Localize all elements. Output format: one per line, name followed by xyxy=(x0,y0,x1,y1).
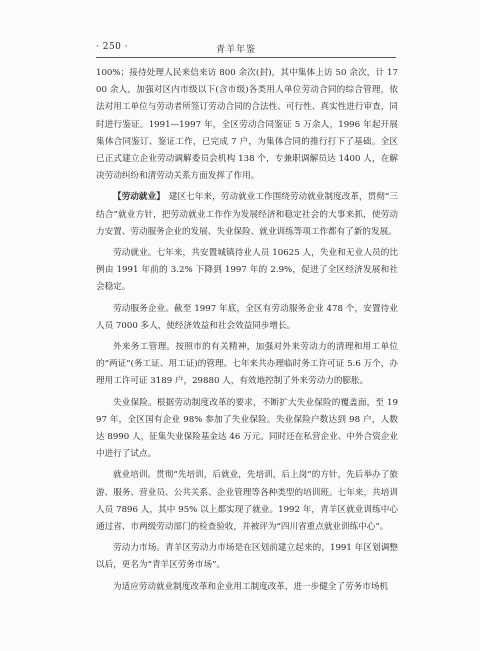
paragraph xyxy=(96,245,398,297)
paragraph xyxy=(96,339,398,391)
paragraph xyxy=(96,467,398,536)
paragraph xyxy=(96,395,398,464)
running-head xyxy=(96,42,396,56)
paragraph xyxy=(96,579,398,596)
paragraph xyxy=(96,65,398,185)
paragraph-text: 建区七年来，劳动就业工作围绕劳动就业制度改革，贯彻“三结合”就业方针，把劳动就业工作作为发展经济和稳定社会的大事来抓，使劳动力安置、劳动服务企业的发展、失业保险、就业训练等项工作都有了新的发展。 xyxy=(96,192,398,237)
paragraph-text: 劳动服务企业。截至 1997 年底，全区有劳动服务企业 478 个，安置待业人员 7000 多人，使经济效益和社会效益同步增长。 xyxy=(96,303,398,331)
paragraph-text: 就业培训。贯彻“先培训，后就业，先培训，后上岗”的方针，先后举办了旅游、服务、营业员、公共关系、企业管理等各种类型的培训班。七年来，共培训人员 7896 人，其中 95% 以上都实现了就业。1992 年，青羊区就业训练中心通过省、市两级劳动部门的检查验收，并被评为“四川省重点就业训练中心”。 xyxy=(96,470,398,533)
running-head-title: 青羊年鉴 xyxy=(216,45,257,55)
paragraph xyxy=(96,189,398,241)
page-number: · 250 · xyxy=(96,42,129,52)
paragraph-text: 劳动就业。七年来，共安置城镇待业人员 10625 人，失业和无业人员的比例由 1991 年前的 3.2% 下降到 1997 年的 2.9%，促进了全区经济发展和社会稳定。 xyxy=(96,248,398,293)
paragraph-text: 为适应劳动就业制度改革和企业用工制度改革，进一步健全了劳务市场机 xyxy=(113,581,389,592)
paragraph-text: 劳动力市场。青羊区劳动力市场是在区划前建立起来的，1991 年区划调整以后，更名为“青羊区劳务市场”。 xyxy=(96,543,398,571)
body-text xyxy=(96,65,398,600)
paragraph-text: 外来务工管理。按照市的有关精神，加强对外来劳动力的清理和用工单位的“两证”(务工证、用工证)的管理。七年来共办理临时务工许可证 5.6 万个，办理用工许可证 3189 户，29880 人，有效地控制了外来劳动力的膨胀。 xyxy=(96,342,398,387)
paragraph xyxy=(96,301,398,335)
paragraph-text: 100%；接待处理人民来信来访 800 余次(封)，其中集体上访 50 余次，计 1700 余人，加强对区内市级以下(含市级)各类用人单位劳动合同的综合管理，依法对用工单位与劳动者所签订劳动合同的合法性、可行性、真实性进行审查，同时进行鉴证。1991—1997 年，全区劳动合同鉴证 5 万余人，1996 年起开展集体合同鉴订、鉴证工作，已完成 7 户，为集体合同的推行打下了基础。全区已正式建立企业劳动调解委员会机构 138 个，专兼职调解员达 1400 人，在解决劳动纠纷和清劳动关系方面发挥了作用。 xyxy=(96,68,398,182)
paragraph-text: 失业保险。根据劳动制度改革的要求，不断扩大失业保险的覆盖面，至 1997 年，全区国有企业 98% 参加了失业保险。失业保险户数达到 98 户，人数达 8990 人，征集失业保险基金达 46 万元。同时还在私营企业、中外合资企业中进行了试点。 xyxy=(96,397,398,460)
header-rule xyxy=(96,57,396,58)
paragraph xyxy=(96,540,398,574)
section-heading: 【劳动就业】 xyxy=(113,192,165,203)
